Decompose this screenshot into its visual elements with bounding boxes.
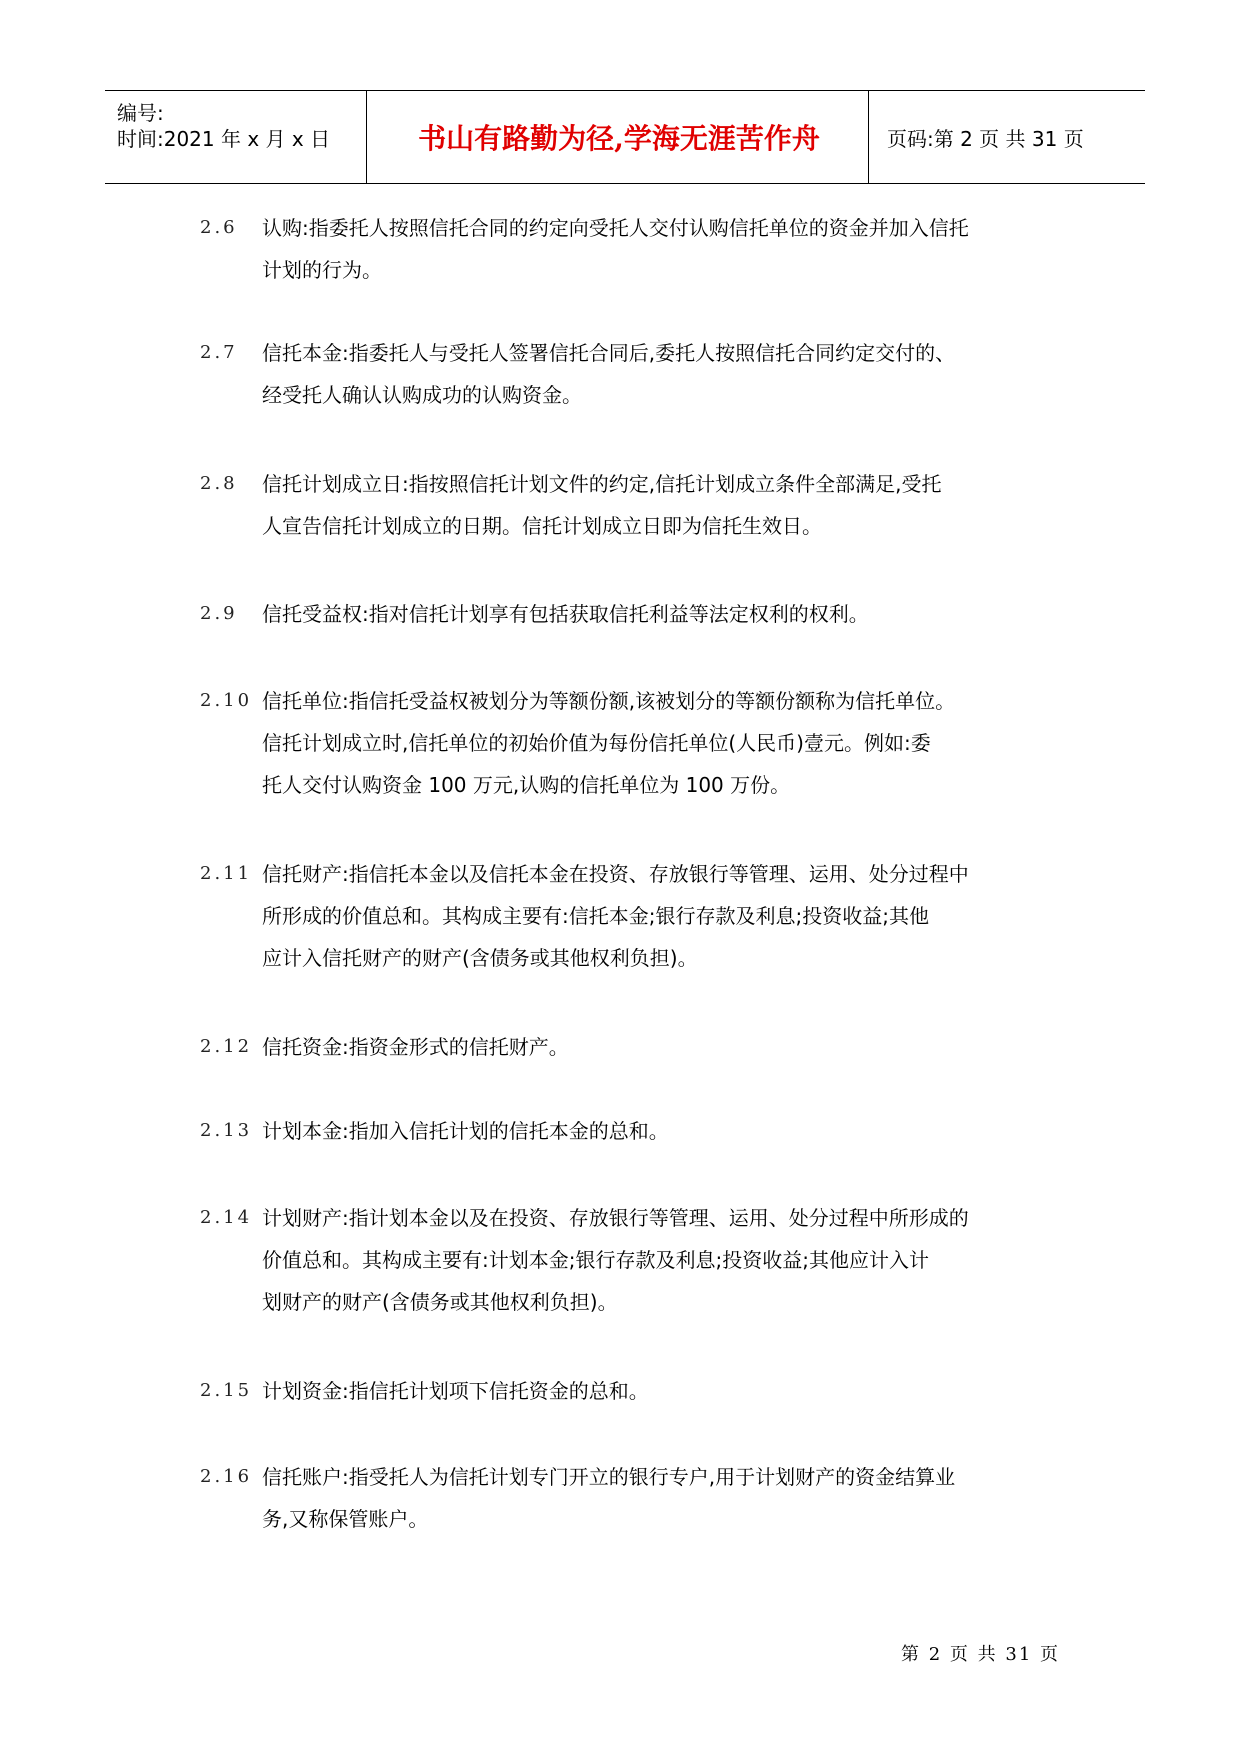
clause-number: 2.15: [200, 1380, 253, 1401]
clause-text-line: 务,又称保管账户。: [262, 1507, 429, 1531]
clause-text-line: 信托计划成立时,信托单位的初始价值为每份信托单位(人民币)壹元。例如:委: [262, 731, 931, 755]
clause-text-line: 信托账户:指受托人为信托计划专门开立的银行专户,用于计划财产的资金结算业: [262, 1465, 956, 1489]
header-divider-left: [366, 91, 367, 183]
clause-text-line: 计划的行为。: [262, 258, 382, 282]
clause-text-line: 计划资金:指信托计划项下信托资金的总和。: [262, 1379, 649, 1403]
document-time-label: 时间:2021 年 x 月 x 日: [117, 127, 331, 151]
clause-number: 2.7: [200, 342, 238, 363]
clause-text-line: 计划财产:指计划本金以及在投资、存放银行等管理、运用、处分过程中所形成的: [262, 1206, 969, 1230]
clause-text-line: 价值总和。其构成主要有:计划本金;银行存款及利息;投资收益;其他应计入计: [262, 1248, 929, 1272]
clause-text-line: 信托计划成立日:指按照信托计划文件的约定,信托计划成立条件全部满足,受托: [262, 472, 942, 496]
clause-text-line: 人宣告信托计划成立的日期。信托计划成立日即为信托生效日。: [262, 514, 822, 538]
clause-text-line: 信托受益权:指对信托计划享有包括获取信托利益等法定权利的权利。: [262, 602, 869, 626]
clause-2-12: [200, 1026, 1080, 1068]
clause-2-6: [200, 207, 1080, 291]
clause-number: 2.9: [200, 603, 238, 624]
clause-number: 2.8: [200, 473, 238, 494]
clause-2-16: [200, 1456, 1080, 1540]
clause-text-line: 划财产的财产(含债务或其他权利负担)。: [262, 1290, 618, 1314]
clause-text-line: 计划本金:指加入信托计划的信托本金的总和。: [262, 1119, 669, 1143]
clause-2-8: [200, 463, 1080, 547]
document-number-label: 编号:: [117, 101, 164, 125]
clause-number: 2.14: [200, 1207, 253, 1228]
clause-text-line: 信托本金:指委托人与受托人签署信托合同后,委托人按照信托合同约定交付的、: [262, 341, 956, 365]
clause-text-line: 所形成的价值总和。其构成主要有:信托本金;银行存款及利息;投资收益;其他: [262, 904, 929, 928]
clause-2-9: [200, 593, 1080, 635]
clause-text-line: 信托财产:指信托本金以及信托本金在投资、存放银行等管理、运用、处分过程中: [262, 862, 969, 886]
clause-text-line: 应计入信托财产的财产(含债务或其他权利负担)。: [262, 946, 698, 970]
clause-2-11: [200, 853, 1080, 979]
header-page-number: 页码:第 2 页 共 31 页: [887, 126, 1084, 151]
clause-2-15: [200, 1370, 1080, 1412]
clause-text-line: 经受托人确认认购成功的认购资金。: [262, 383, 582, 407]
clause-2-7: [200, 332, 1080, 416]
clause-text-line: 信托单位:指信托受益权被划分为等额份额,该被划分的等额份额称为信托单位。: [262, 689, 956, 713]
clause-2-14: [200, 1197, 1080, 1323]
clause-text-line: 托人交付认购资金 100 万元,认购的信托单位为 100 万份。: [262, 773, 791, 797]
clause-2-13: [200, 1110, 1080, 1152]
clause-number: 2.12: [200, 1036, 253, 1057]
clause-number: 2.11: [200, 863, 253, 884]
header-divider-right: [868, 91, 869, 183]
clause-number: 2.10: [200, 690, 253, 711]
page-footer: 第 2 页 共 31 页: [901, 1644, 1060, 1665]
clause-text-line: 信托资金:指资金形式的信托财产。: [262, 1035, 569, 1059]
header-meta: [117, 91, 367, 183]
clause-number: 2.6: [200, 217, 238, 238]
clause-number: 2.16: [200, 1466, 253, 1487]
clause-text-line: 认购:指委托人按照信托合同的约定向受托人交付认购信托单位的资金并加入信托: [262, 216, 969, 240]
clause-2-10: [200, 680, 1080, 806]
page-header: [105, 90, 1145, 184]
clause-number: 2.13: [200, 1120, 253, 1141]
header-motto: 书山有路勤为径,学海无涯苦作舟: [418, 122, 820, 155]
